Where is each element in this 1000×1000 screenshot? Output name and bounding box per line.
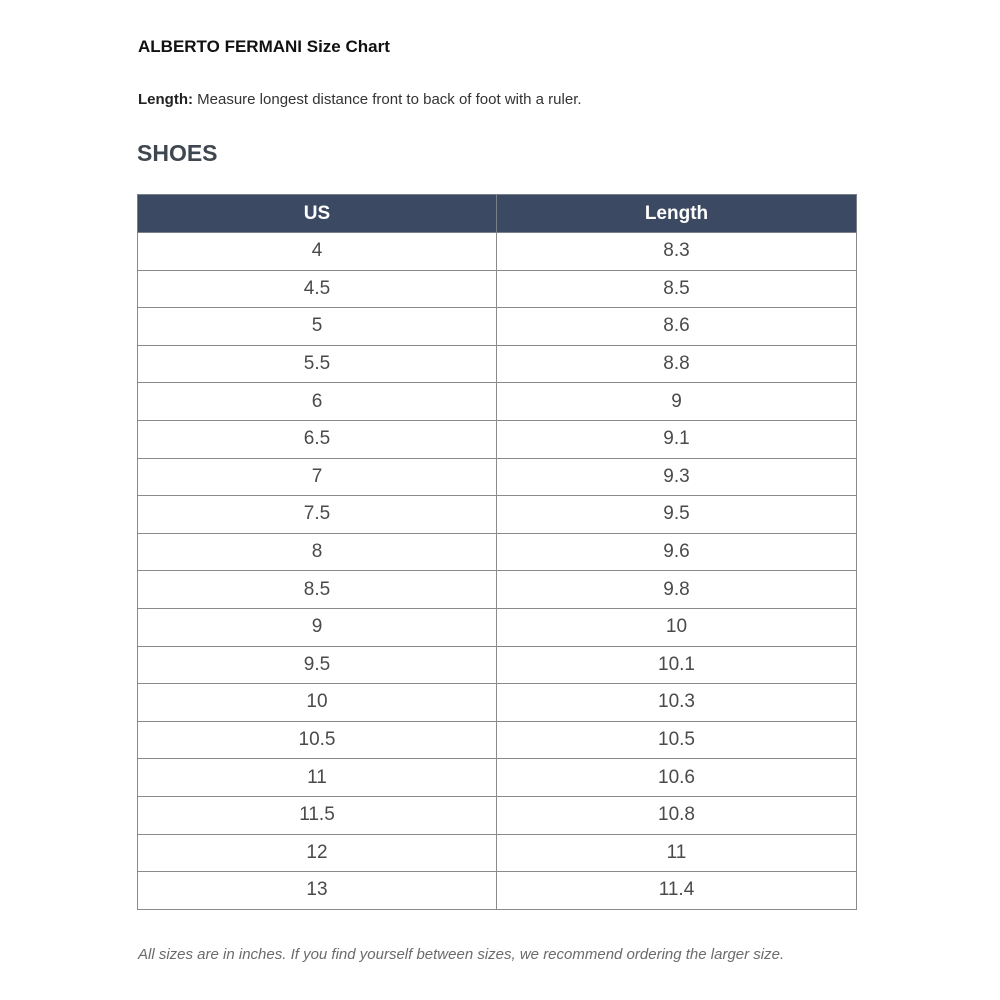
length-cell: 9.1 [497,420,857,458]
table-row [138,759,857,797]
us-size-cell: 7 [138,458,497,496]
us-size-cell: 8 [138,533,497,571]
length-cell: 10.8 [497,796,857,834]
table-row [138,420,857,458]
us-size-cell: 11.5 [138,796,497,834]
table-row [138,270,857,308]
length-cell: 8.5 [497,270,857,308]
table-row [138,608,857,646]
table-row [138,533,857,571]
table-row [138,308,857,346]
us-size-cell: 6 [138,383,497,421]
table-body [138,233,857,910]
length-cell: 9.5 [497,496,857,534]
table-row [138,458,857,496]
table-row [138,796,857,834]
length-cell: 11 [497,834,857,872]
section-heading-shoes: SHOES [137,140,218,166]
length-label: Length: [138,91,193,108]
length-cell: 9.3 [497,458,857,496]
page-title: ALBERTO FERMANI Size Chart [138,37,390,56]
length-instruction [138,91,582,108]
table-row [138,383,857,421]
us-size-cell: 10.5 [138,721,497,759]
length-cell: 9 [497,383,857,421]
us-size-cell: 13 [138,872,497,910]
table-row [138,571,857,609]
length-cell: 9.8 [497,571,857,609]
length-cell: 10.3 [497,684,857,722]
length-cell: 10.5 [497,721,857,759]
us-size-cell: 12 [138,834,497,872]
us-size-cell: 5 [138,308,497,346]
column-header-us: US [138,195,497,233]
table-row [138,496,857,534]
length-cell: 8.6 [497,308,857,346]
length-cell: 10.1 [497,646,857,684]
table-row [138,233,857,271]
us-size-cell: 9 [138,608,497,646]
us-size-cell: 4 [138,233,497,271]
us-size-cell: 11 [138,759,497,797]
footnote: All sizes are in inches. If you find yourself between sizes, we recommend ordering the larger size. [138,946,785,963]
us-size-cell: 4.5 [138,270,497,308]
length-cell: 9.6 [497,533,857,571]
us-size-cell: 10 [138,684,497,722]
table-row [138,684,857,722]
us-size-cell: 8.5 [138,571,497,609]
length-instruction-text: Measure longest distance front to back of foot with a ruler. [192,91,582,108]
us-size-cell: 9.5 [138,646,497,684]
us-size-cell: 6.5 [138,420,497,458]
column-header-length: Length [497,195,857,233]
length-cell: 8.8 [497,345,857,383]
length-cell: 10.6 [497,759,857,797]
table-row [138,872,857,910]
table-row [138,721,857,759]
table-row [138,345,857,383]
length-cell: 10 [497,608,857,646]
length-cell: 11.4 [497,872,857,910]
us-size-cell: 7.5 [138,496,497,534]
table-row [138,834,857,872]
table-row [138,646,857,684]
length-cell: 8.3 [497,233,857,271]
size-table [137,194,857,910]
us-size-cell: 5.5 [138,345,497,383]
table-header-row [138,195,857,233]
